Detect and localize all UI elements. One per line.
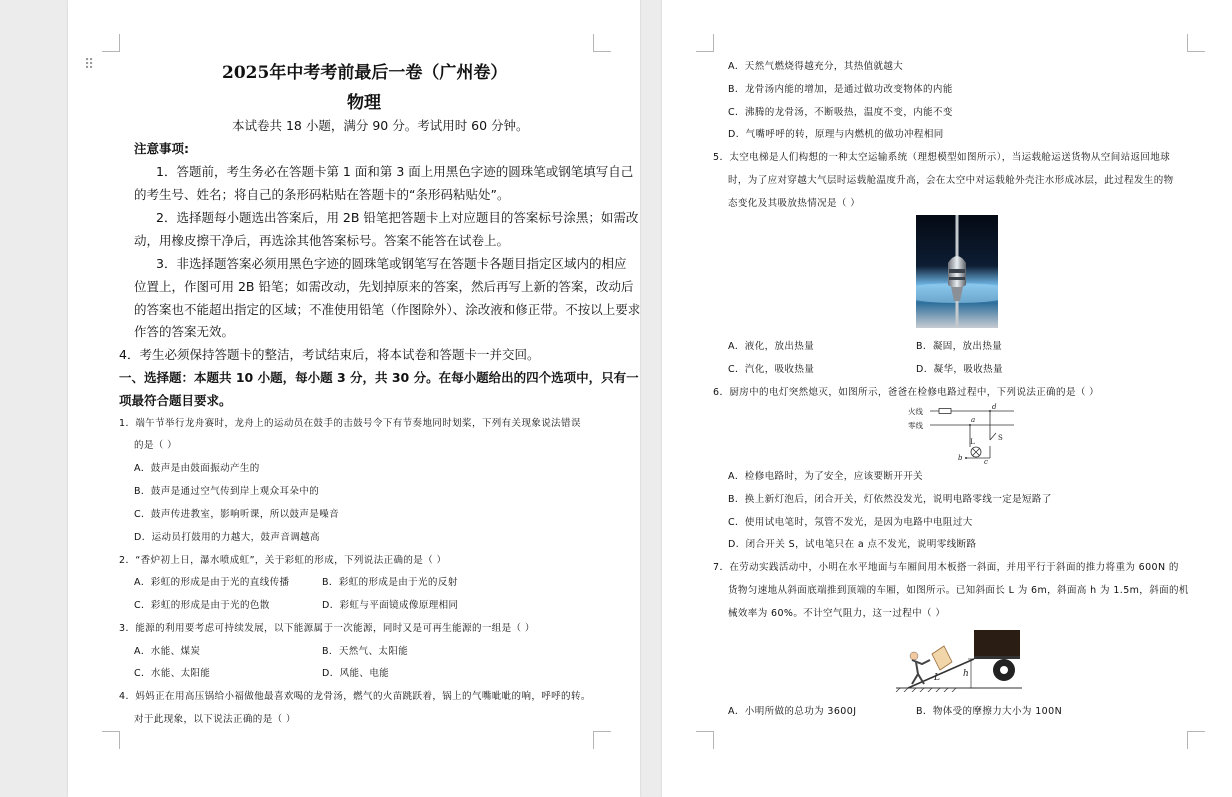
question-4-option-b: B．龙骨汤内能的增加，是通过做功改变物体的内能 xyxy=(728,84,953,95)
question-7-stem: 7．在劳动实践活动中，小明在水平地面与车厢间用木板搭一斜面，并用平行于斜面的推力将重为 600N 的 xyxy=(713,562,1179,573)
question-3-option-b: B．天然气、太阳能 xyxy=(322,646,409,657)
margin-corner-bottom-right xyxy=(1187,731,1205,749)
point-c-label: c xyxy=(984,458,988,466)
question-6-option-b: B．换上新灯泡后，闭合开关，灯依然没发光，说明电路零线一定是短路了 xyxy=(728,494,1052,505)
margin-corner-top-left xyxy=(102,34,120,52)
question-1-stem-cont: 的是（ ） xyxy=(134,440,178,451)
question-1-stem: 1．端午节举行龙舟赛时，龙舟上的运动员在鼓手的击鼓号令下有节奏地同时划桨，下列有关现象说法错误 xyxy=(119,418,581,429)
height-h-label: h xyxy=(963,669,969,679)
question-1-option-d: D．运动员打鼓用的力越大，鼓声音调越高 xyxy=(134,532,320,543)
question-5-option-c: C．汽化，吸收热量 xyxy=(728,364,815,375)
circuit-diagram xyxy=(906,400,1016,466)
notice-line: 的考生号、姓名；将自己的条形码粘贴在答题卡的“条形码粘贴处”。 xyxy=(134,187,510,202)
lamp-label: L xyxy=(970,438,975,446)
question-1-option-a: A．鼓声是由鼓面振动产生的 xyxy=(134,463,260,474)
question-7-option-b: B．物体受的摩擦力大小为 100N xyxy=(916,706,1063,717)
question-3-stem: 3．能源的利用要考虑可持续发展，以下能源属于一次能源，同时又是可再生能源的一组是（ ） xyxy=(119,623,535,634)
margin-corner-bottom-left xyxy=(696,731,714,749)
page-1 xyxy=(68,0,640,797)
exam-subject: 物理 xyxy=(347,93,381,113)
neutral-wire-label: 零线 xyxy=(908,421,923,430)
point-b-label: b xyxy=(958,454,963,462)
question-7-stem-cont: 货物匀速地从斜面底端推到顶端的车厢，如图所示。已知斜面长 L 为 6m，斜面高 h 为 1.5m，斜面的机 xyxy=(728,585,1189,596)
margin-corner-top-right xyxy=(593,34,611,52)
question-2-option-c: C．彩虹的形成是由于光的色散 xyxy=(134,600,270,611)
notice-heading: 注意事项: xyxy=(134,141,189,156)
length-l-label: L xyxy=(934,673,940,683)
point-d-label: d xyxy=(992,403,997,411)
page-2 xyxy=(662,0,1232,797)
question-5-option-d: D．凝华，吸收热量 xyxy=(916,364,1003,375)
question-4-option-a: A．天然气燃烧得越充分，其热值就越大 xyxy=(728,61,904,72)
question-5-stem-cont: 时，为了应对穿越大气层时运载舱温度升高，会在太空中对运载舱外壳注水形成冰层，此过程发生的物 xyxy=(728,175,1174,186)
notice-line: 作答的答案无效。 xyxy=(134,324,235,339)
question-5-stem-cont: 态变化及其吸放热情况是（ ） xyxy=(728,198,861,209)
question-4-stem: 4．妈妈正在用高压锅给小福做他最喜欢喝的龙骨汤，燃气的火苗跳跃着，锅上的气嘴呲呲的响，呼呼的转。 xyxy=(119,691,591,702)
question-6-option-c: C．使用试电笔时，氖管不发光，是因为电路中电阻过大 xyxy=(728,517,973,528)
margin-corner-bottom-right xyxy=(593,731,611,749)
question-5-option-a: A．液化，放出热量 xyxy=(728,341,815,352)
notice-line: 4．考生必须保持答题卡的整洁，考试结束后，将本试卷和答题卡一并交回。 xyxy=(119,347,540,362)
question-2-option-a: A．彩虹的形成是由于光的直线传播 xyxy=(134,577,290,588)
question-6-option-d: D．闭合开关 S，试电笔只在 a 点不发光，说明零线断路 xyxy=(728,539,977,550)
section-heading: 一、选择题：本题共 10 小题，每小题 3 分，共 30 分。在每小题给出的四个选项中，只有一 xyxy=(119,370,639,385)
question-4-option-d: D．气嘴呼呼的转，原理与内燃机的做功冲程相同 xyxy=(728,129,944,140)
live-wire-label: 火线 xyxy=(908,407,923,416)
exam-info: 本试卷共 18 小题，满分 90 分。考试用时 60 分钟。 xyxy=(232,118,529,133)
notice-line: 位置上，作图可用 2B 铅笔；如需改动，先划掉原来的答案，然后再写上新的答案，改动后 xyxy=(134,279,634,294)
question-4-option-c: C．沸腾的龙骨汤，不断吸热，温度不变，内能不变 xyxy=(728,107,953,118)
exam-title: 2025年中考考前最后一卷（广州卷） xyxy=(222,63,508,83)
notice-line: 3．非选择题答案必须用黑色字迹的圆珠笔或钢笔写在答题卡各题目指定区域内的相应 xyxy=(156,256,627,271)
space-elevator-image xyxy=(916,215,998,328)
notice-line: 动，用橡皮擦干净后，再选涂其他答案标号。答案不能答在试卷上。 xyxy=(134,233,510,248)
margin-corner-bottom-left xyxy=(102,731,120,749)
incline-diagram xyxy=(894,626,1024,692)
question-7-stem-cont: 械效率为 60%。不计空气阻力，这一过程中（ ） xyxy=(728,608,946,619)
margin-corner-top-right xyxy=(1187,34,1205,52)
switch-label: S xyxy=(998,434,1003,442)
question-3-option-d: D．风能、电能 xyxy=(322,668,390,679)
drag-handle-icon[interactable]: ⠿ xyxy=(84,57,93,73)
question-6-option-a: A．检修电路时，为了安全，应该要断开开关 xyxy=(728,471,923,482)
question-6-stem: 6．厨房中的电灯突然熄灭，如图所示，爸爸在检修电路过程中，下列说法正确的是（ ） xyxy=(713,387,1100,398)
question-3-option-c: C．水能、太阳能 xyxy=(134,668,211,679)
question-4-stem-cont: 对于此现象，以下说法正确的是（ ） xyxy=(134,714,296,725)
question-5-option-b: B．凝固，放出热量 xyxy=(916,341,1003,352)
point-a-label: a xyxy=(971,416,976,424)
margin-corner-top-left xyxy=(696,34,714,52)
question-3-option-a: A．水能、煤炭 xyxy=(134,646,201,657)
notice-line: 2．选择题每小题选出答案后，用 2B 铅笔把答题卡上对应题目的答案标号涂黑；如需改 xyxy=(156,210,639,225)
question-2-option-b: B．彩虹的形成是由于光的反射 xyxy=(322,577,458,588)
notice-line: 的答案也不能超出指定的区域；不准使用铅笔（作图除外）、涂改液和修正带。不按以上要求 xyxy=(134,302,640,317)
question-2-stem: 2．“香炉初上日，瀑水喷成虹”，关于彩虹的形成，下列说法正确的是（ ） xyxy=(119,555,447,566)
question-1-option-b: B．鼓声是通过空气传到岸上观众耳朵中的 xyxy=(134,486,320,497)
notice-line: 1．答题前，考生务必在答题卡第 1 面和第 3 面上用黑色字迹的圆珠笔或钢笔填写自己 xyxy=(156,164,634,179)
question-1-option-c: C．鼓声传进教室，影响听课，所以鼓声是噪音 xyxy=(134,509,340,520)
section-heading-cont: 项最符合题目要求。 xyxy=(119,393,232,408)
question-2-option-d: D．彩虹与平面镜成像原理相同 xyxy=(322,600,459,611)
question-5-stem: 5．太空电梯是人们构想的一种太空运输系统（理想模型如图所示），当运载舱运送货物从空间站返回地球 xyxy=(713,152,1171,163)
question-7-option-a: A．小明所做的总功为 3600J xyxy=(728,706,857,717)
